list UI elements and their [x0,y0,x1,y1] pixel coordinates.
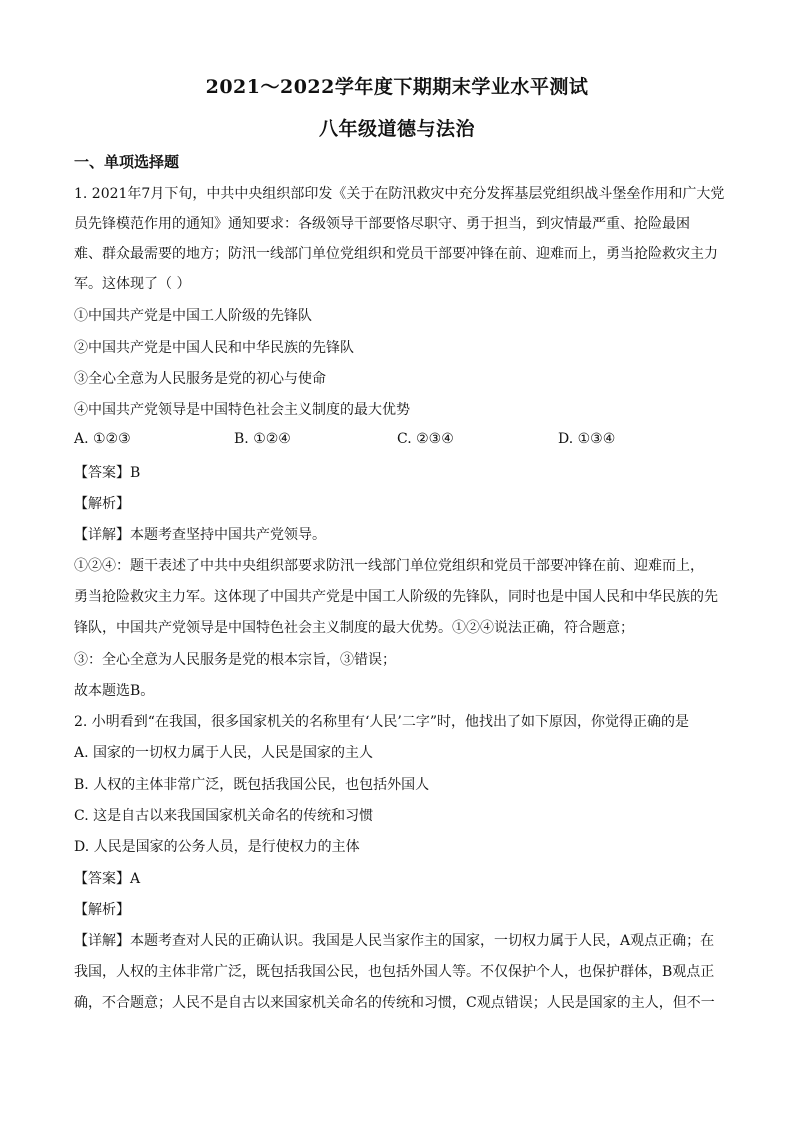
q1-statement: ④中国共产党领导是中国特色社会主义制度的最大优势 [74,402,410,418]
q1-stem-line: 难、群众最需要的地方；防汛一线部门单位党组织和党员干部要冲锋在前、迎难而上，勇当抢险救灾主力 [74,246,718,262]
exam-subtitle: 八年级道德与法治 [318,118,475,140]
q2-option-c: C. 这是自古以来我国国家机关命名的传统和习惯 [74,808,374,824]
q2-detail-line: 【详解】本题考查对人民的正确认识。我国是人民当家作主的国家，一切权力属于人民，A观点正确；在 [74,933,715,949]
q1-stem-line: 员先锋模范作用的通知》通知要求：各级领导干部要恪尽职守、勇于担当，到灾情最严重、抢险最困 [74,216,690,232]
q2-detail-line: 我国，人权的主体非常广泛，既包括我国公民，也包括外国人等。不仅保护个人，也保护群体，B观点正 [74,964,715,980]
exam-title: 2021～2022学年度下期期末学业水平测试 [205,76,589,98]
q2-stem: 2. 小明看到“在我国，很多国家机关的名称里有‘人民’二字”时，他找出了如下原因，你觉得正确的是 [74,714,690,730]
q1-analysis-label: 【解析】 [74,496,130,512]
q1-statement: ②中国共产党是中国人民和中华民族的先锋队 [74,340,354,356]
q2-detail-line: 确，不合题意；人民不是自古以来国家机关命名的传统和习惯，C观点错误；人民是国家的主人，但不一 [74,995,715,1011]
q2-option-a: A. 国家的一切权力属于人民，人民是国家的主人 [74,745,374,761]
q1-option-c: C. ②③④ [397,431,454,447]
q1-detail-line: 勇当抢险救灾主力军。这体现了中国共产党是中国工人阶级的先锋队，同时也是中国人民和中华民族的先 [74,589,718,605]
q1-option-b: B. ①②④ [234,431,291,447]
q2-answer: 【答案】A [74,871,141,887]
q1-option-a: A. ①②③ [74,431,131,447]
q1-detail-line: 锋队，中国共产党领导是中国特色社会主义制度的最大优势。①②④说法正确，符合题意； [74,620,634,636]
q2-analysis-label: 【解析】 [74,902,130,918]
q1-detail-line: ①②④：题干表述了中共中央组织部要求防汛一线部门单位党组织和党员干部要冲锋在前、迎难而上， [74,558,704,574]
q1-statement: ③全心全意为人民服务是党的初心与使命 [74,371,326,387]
q2-option-b: B. 人权的主体非常广泛，既包括我国公民，也包括外国人 [74,777,430,793]
q1-option-d: D. ①③④ [558,431,616,447]
q1-stem-line: 军。这体现了（ ） [74,276,191,292]
q1-detail-line: ③：全心全意为人民服务是党的根本宗旨，③错误； [74,652,396,668]
section-heading: 一、单项选择题 [74,153,180,171]
q2-option-d: D. 人民是国家的公务人员，是行使权力的主体 [74,839,360,855]
q1-answer: 【答案】B [74,465,141,481]
q1-options [74,431,724,451]
q1-detail-line: 故本题选B。 [74,683,155,699]
q1-statement: ①中国共产党是中国工人阶级的先锋队 [74,308,312,324]
q1-stem-line: 1. 2021年7月下旬，中共中央组织部印发《关于在防汛救灾中充分发挥基层党组织战斗堡垒作用和广大党 [74,186,725,202]
q1-detail-line: 【详解】本题考查坚持中国共产党领导。 [74,527,326,543]
